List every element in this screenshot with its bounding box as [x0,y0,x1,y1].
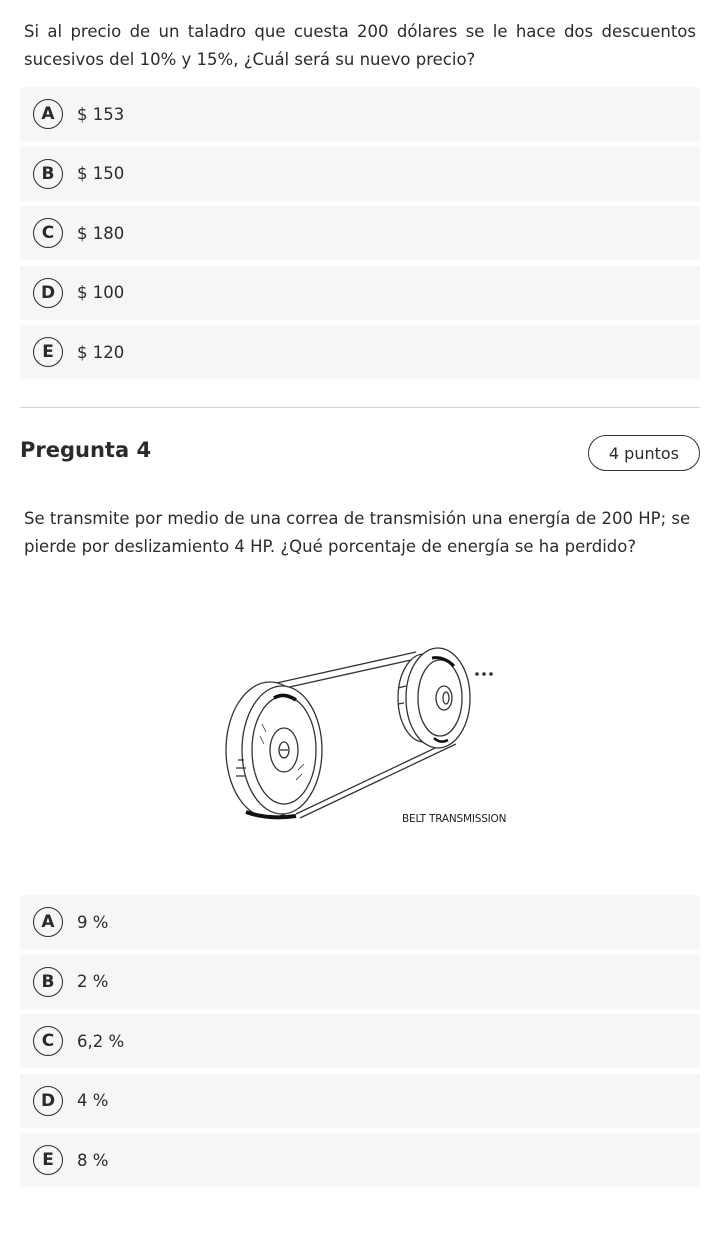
option-text: $ 120 [77,342,125,362]
question-3-options [20,87,700,385]
question-divider [20,407,700,408]
question-4-options [20,895,700,1193]
points-badge: 4 puntos [588,435,700,471]
q4-option-b[interactable] [20,955,700,1009]
option-text: 9 % [77,912,109,932]
option-text: 8 % [77,1150,109,1170]
q3-option-e[interactable] [20,325,700,379]
option-letter-badge: C [33,1026,63,1056]
option-text: 4 % [77,1091,109,1110]
q3-option-a[interactable] [20,87,700,141]
option-letter-badge: E [33,337,63,367]
option-letter-badge: A [33,99,63,129]
option-letter-badge: D [33,278,63,308]
q4-option-e[interactable] [20,1133,700,1187]
question-4-text: Se transmite por medio de una correa de transmisión una energía de 200 HP; se pierde por deslizamiento 4 HP. ¿Qué porcentaje de energía se ha perdido? [24,509,691,556]
option-text: $ 100 [77,283,125,302]
option-letter-badge: D [33,1086,63,1116]
option-text: 2 % [77,972,109,991]
option-letter-badge: B [33,967,63,997]
q3-option-b[interactable] [20,147,700,201]
figure-caption: BELT TRANSMISSION [402,813,507,825]
q4-option-d[interactable] [20,1074,700,1128]
option-text: $ 153 [77,104,125,124]
option-letter-badge: E [33,1145,63,1175]
option-text: 6,2 % [77,1031,125,1051]
q3-option-d[interactable] [20,266,700,320]
question-3-text: Si al precio de un taladro que cuesta 200 dólares se le hace dos descuentos sucesivos del 10% y 15%, ¿Cuál será su nuevo precio? [24,22,696,69]
question-4-title: Pregunta 4 [20,438,152,462]
q3-option-c[interactable] [20,206,700,260]
option-letter-badge: A [33,907,63,937]
belt-transmission-figure [218,640,518,840]
q4-option-a[interactable] [20,895,700,949]
option-text: $ 180 [77,223,125,243]
belt-transmission-illustration [218,640,518,840]
option-text: $ 150 [77,164,125,183]
option-letter-badge: C [33,218,63,248]
option-letter-badge: B [33,159,63,189]
q4-option-c[interactable] [20,1014,700,1068]
